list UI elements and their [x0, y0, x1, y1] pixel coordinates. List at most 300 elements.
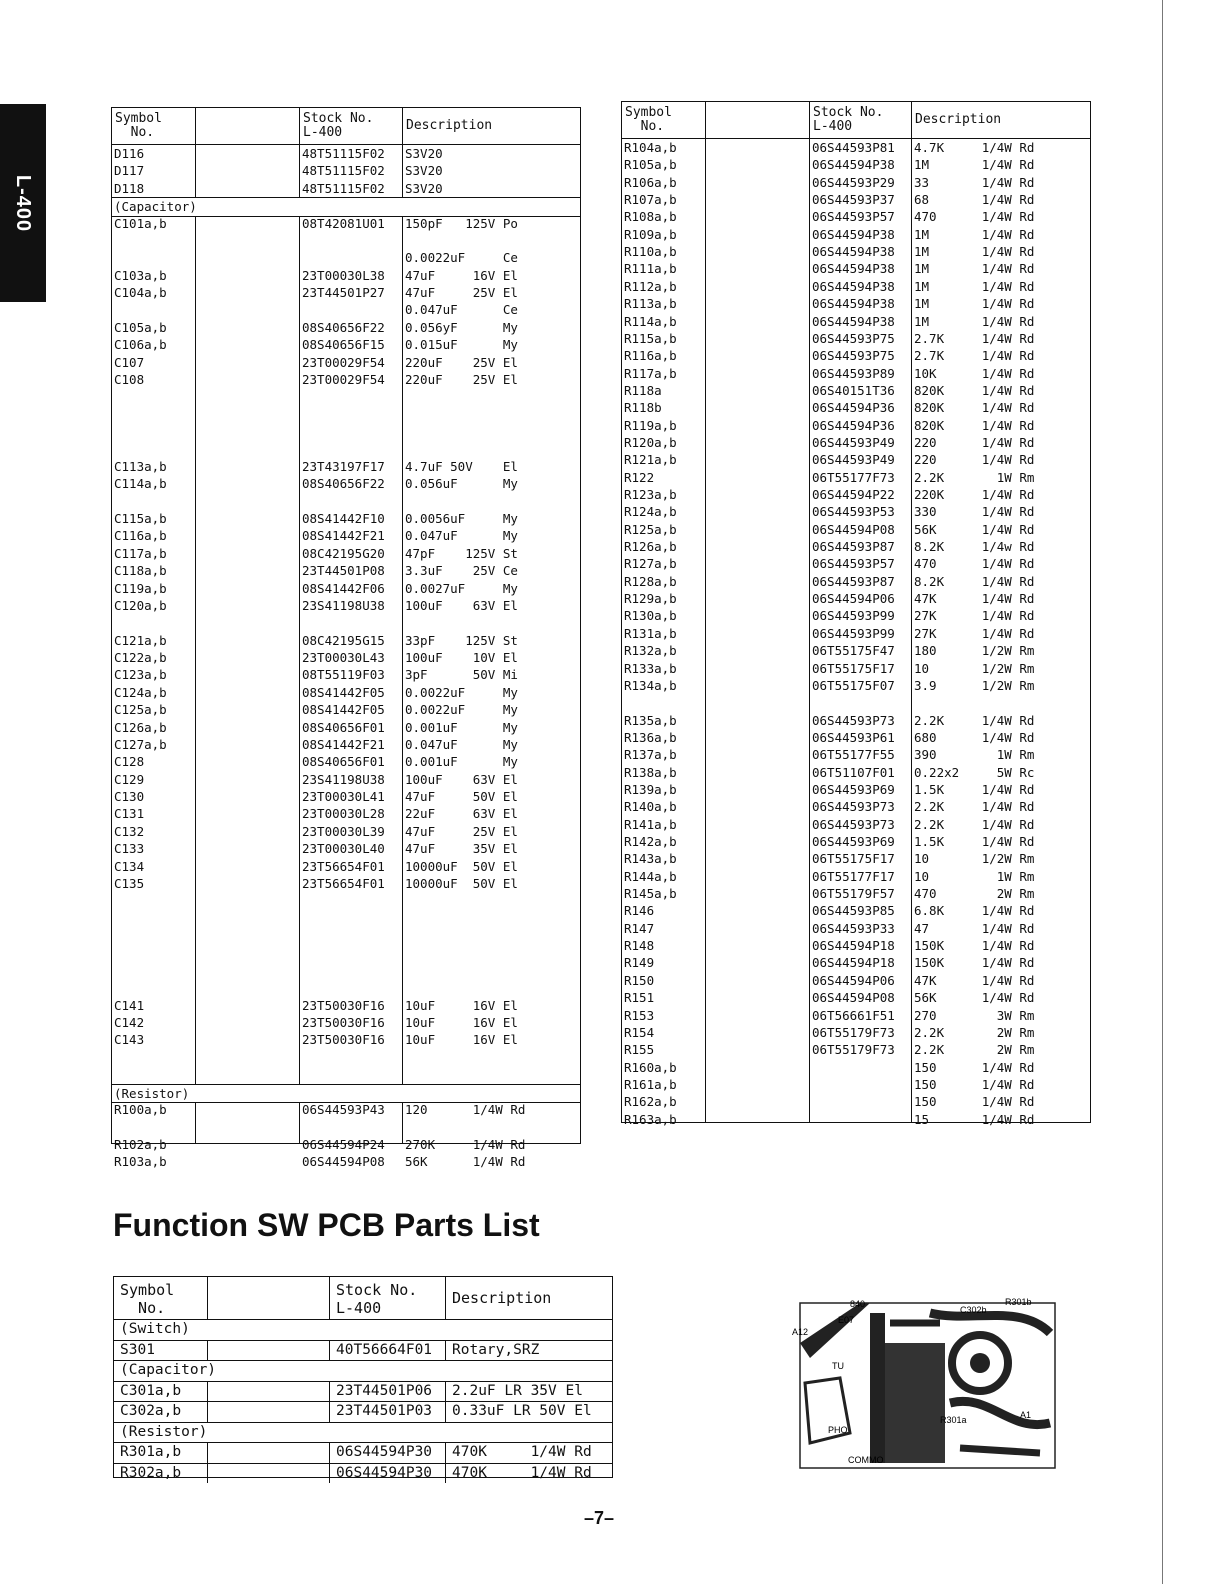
description-cell: S3V20 [405, 146, 443, 161]
description-cell: 47K 1/4W Rd [914, 972, 1035, 988]
stock-cell: 06S44594P30 [330, 1443, 446, 1463]
symbol-cell [114, 301, 194, 318]
stock-cell: 48T51115F02 [302, 163, 385, 179]
symbol-cell: C132 [114, 823, 145, 839]
description-cell: 2.2uF LR 35V El [452, 1382, 583, 1399]
stock-cell: 06S44594P08 [812, 990, 895, 1006]
description-cell: 150 1/4W Rd [914, 1059, 1035, 1075]
table-row [114, 1443, 612, 1464]
description-cell: 3.9 1/2W Rm [914, 677, 1035, 693]
description-cell: 56K 1/4W Rd [914, 521, 1035, 537]
symbol-cell: R121a,b [624, 452, 677, 468]
stock-cell [302, 892, 401, 909]
stock-cell: 08S40656F22 [302, 476, 385, 492]
section-label: (Resistor) [114, 1423, 612, 1444]
description-cell: 56K 1/4W Rd [914, 990, 1035, 1006]
symbol-cell: C104a,b [114, 285, 167, 301]
description-cell: 47uF 25V El [405, 823, 518, 839]
stock-cell: 06T55175F07 [812, 677, 895, 693]
symbol-cell: C105a,b [114, 319, 167, 335]
stock-cell: 08S40656F01 [302, 719, 385, 735]
description-cell: 1M 1/4W Rd [914, 261, 1035, 277]
symbol-cell [114, 910, 194, 927]
stock-cell [302, 944, 401, 961]
symbol-cell: R119a,b [624, 417, 677, 433]
description-cell: 470 2W Rm [914, 886, 1035, 902]
symbol-cell: R147 [624, 920, 655, 936]
description-cell: 10uF 16V El [405, 1015, 518, 1030]
symbol-cell: R151 [624, 990, 655, 1006]
description-cell: 150pF 125V Po [405, 215, 518, 231]
description-cell: 47K 1/4W Rd [914, 591, 1035, 607]
description-cell: 8.2K 1/4w Rd [914, 539, 1035, 555]
stock-cell: 06S44593P33 [812, 920, 895, 936]
table-row [114, 1464, 612, 1484]
description-cell: 150K 1/4W Rd [914, 938, 1035, 954]
symbol-cell: R118b [624, 400, 662, 416]
table-body [622, 139, 1090, 1127]
symbol-cell: R135a,b [624, 712, 677, 728]
symbol-cell: C129 [114, 771, 145, 787]
symbol-cell: R146 [624, 903, 655, 919]
symbol-cell: R109a,b [624, 226, 677, 242]
symbol-cell: C125a,b [114, 702, 167, 718]
description-cell: 47pF 125V St [405, 545, 518, 561]
stock-cell: 23T00030L28 [302, 806, 385, 822]
symbol-cell: D117 [114, 163, 145, 179]
stock-cell: 06S44594P38 [812, 313, 895, 329]
stock-cell: 08S40656F15 [302, 337, 385, 353]
stock-cell: 06S44593P85 [812, 903, 895, 919]
section-label: (Capacitor) [112, 197, 580, 216]
stock-cell: 06S44593P89 [812, 365, 895, 381]
symbol-cell [114, 423, 194, 440]
stock-cell: 06T55177F55 [812, 747, 895, 763]
description-cell: 0.047uF My [405, 736, 518, 752]
description-cell: 47uF 35V El [405, 841, 518, 857]
stock-cell: 23T44501P27 [302, 285, 385, 301]
description-cell: 0.047uF My [405, 528, 518, 544]
symbol-cell: R141a,b [624, 816, 677, 832]
symbol-cell: R129a,b [624, 591, 677, 607]
symbol-cell: C127a,b [114, 736, 167, 752]
stock-cell: 23T50030F16 [302, 1015, 385, 1030]
stock-cell: 06T56661F51 [812, 1007, 895, 1023]
symbol-cell: C103a,b [114, 267, 167, 283]
page-number: –7– [584, 1508, 615, 1528]
column-divider [705, 139, 706, 1122]
description-cell: S3V20 [405, 180, 443, 196]
symbol-cell: R149 [624, 955, 655, 971]
stock-cell: 08S41442F05 [302, 684, 385, 700]
description-cell: 47uF 50V El [405, 789, 518, 805]
header-description: Description [406, 117, 493, 133]
symbol-cell: R133a,b [624, 660, 677, 676]
table-row [114, 1382, 612, 1403]
stock-cell: 06T55175F47 [812, 643, 895, 659]
symbol-cell: C133 [114, 841, 145, 857]
description-cell: S3V20 [405, 163, 443, 179]
description-cell: 0.0022uF My [405, 684, 518, 700]
description-cell [405, 423, 578, 440]
symbol-cell [114, 388, 194, 405]
description-cell: 0.047uF Ce [405, 302, 518, 318]
symbol-cell: R106a,b [624, 174, 677, 190]
stock-cell: 23T00029F54 [302, 371, 385, 387]
description-cell: Rotary,SRZ [452, 1341, 540, 1358]
stock-cell [302, 614, 401, 631]
symbol-cell: R143a,b [624, 851, 677, 867]
description-cell: 180 1/2W Rm [914, 643, 1035, 659]
description-cell: 150 1/4W Rd [914, 1094, 1035, 1110]
description-cell: 100uF 63V El [405, 771, 518, 787]
symbol-cell: C141 [114, 997, 145, 1013]
stock-cell: 06S44593P57 [812, 209, 895, 225]
symbol-cell: R116a,b [624, 348, 677, 364]
description-cell: 3.3uF 25V Ce [405, 563, 518, 579]
header-description: Description [452, 1289, 552, 1307]
description-cell: 10000uF 50V El [405, 858, 518, 874]
stock-cell [302, 406, 401, 423]
stock-cell: 06T55179F73 [812, 1024, 895, 1040]
symbol-cell: R105a,b [624, 157, 677, 173]
function-sw-header [114, 1277, 612, 1320]
stock-cell: 06S44593P99 [812, 608, 895, 624]
description-cell: 47uF 16V El [405, 267, 518, 283]
symbol-cell [114, 232, 194, 249]
symbol-cell: D116 [114, 146, 145, 161]
symbol-cell: C107 [114, 354, 145, 370]
description-cell: 0.33uF LR 50V El [452, 1403, 592, 1419]
pcb-label-10: A1 [1020, 1410, 1032, 1420]
stock-cell [812, 694, 910, 711]
stock-cell: 06T55175F17 [812, 851, 895, 867]
stock-cell [302, 1049, 401, 1066]
symbol-cell: R160a,b [624, 1059, 677, 1075]
symbol-cell: R301a,b [114, 1443, 208, 1463]
stock-cell: 06S44594P08 [302, 1154, 385, 1170]
symbol-cell: R126a,b [624, 539, 677, 555]
description-cell: 1M 1/4W Rd [914, 313, 1035, 329]
stock-cell: 06S44594P06 [812, 591, 895, 607]
description-cell: 0.22x2 5W Rc [914, 764, 1035, 780]
symbol-cell: R107a,b [624, 192, 677, 208]
stock-cell [302, 1066, 401, 1083]
description-cell: 0.0027uF My [405, 580, 518, 596]
description-cell: 0.056uF My [405, 476, 518, 492]
stock-cell: 06T55175F17 [812, 660, 895, 676]
description-cell: 0.001uF My [405, 754, 518, 770]
description-cell: 820K 1/4W Rd [914, 417, 1035, 433]
description-cell: 470 1/4W Rd [914, 209, 1035, 225]
pcb-label-8: R301a [940, 1415, 967, 1425]
stock-cell: 06S44593P53 [812, 504, 895, 520]
symbol-cell [624, 694, 704, 711]
description-cell: 0.0056uF My [405, 510, 518, 526]
symbol-cell: C119a,b [114, 580, 167, 596]
symbol-cell: R302a,b [114, 1464, 208, 1484]
header-stock: Stock No. L-400 [300, 108, 403, 144]
stock-cell [302, 232, 401, 249]
description-cell: 33pF 125V St [405, 632, 518, 648]
description-cell: 10 1W Rm [914, 868, 1035, 884]
stock-cell: 06S44593P87 [812, 539, 895, 555]
stock-cell [302, 423, 401, 440]
description-cell: 10 1/2W Rm [914, 851, 1035, 867]
symbol-cell: C128 [114, 754, 145, 770]
stock-cell: 48T51115F02 [302, 146, 385, 161]
symbol-cell: R138a,b [624, 764, 677, 780]
description-cell: 47uF 25V El [405, 285, 518, 301]
symbol-cell: R124a,b [624, 504, 677, 520]
header-blank [196, 108, 300, 144]
stock-cell: 08S40656F01 [302, 754, 385, 770]
symbol-cell: R145a,b [624, 886, 677, 902]
column-divider [809, 139, 810, 1122]
stock-cell [302, 910, 401, 927]
pcb-label-2: E07 [838, 1315, 855, 1325]
description-cell: 1M 1/4W Rd [914, 244, 1035, 260]
description-cell: 68 1/4W Rd [914, 192, 1035, 208]
stock-cell: 23T00030L40 [302, 841, 385, 857]
symbol-cell: C130 [114, 789, 145, 805]
description-cell: 2.7K 1/4W Rd [914, 348, 1035, 364]
description-cell: 2.2K 1/4W Rd [914, 712, 1035, 728]
stock-cell: 06S44593P49 [812, 434, 895, 450]
symbol-cell [114, 249, 194, 266]
symbol-cell: R137a,b [624, 747, 677, 763]
stock-cell: 06S44593P87 [812, 573, 895, 589]
pcb-label-9: C302b [960, 1305, 987, 1315]
header-symbol: Symbol No. [114, 1277, 208, 1319]
symbol-cell [114, 614, 194, 631]
symbol-cell: R150 [624, 972, 655, 988]
description-cell: 2.2K 1/4W Rd [914, 816, 1035, 832]
description-cell [405, 388, 578, 405]
stock-cell [812, 1059, 910, 1076]
symbol-cell: R161a,b [624, 1076, 677, 1092]
page-edge-line [1162, 0, 1163, 1584]
stock-cell [302, 440, 401, 457]
description-cell: 10uF 16V El [405, 997, 518, 1013]
stock-cell: 23T50030F16 [302, 997, 385, 1013]
stock-cell: 06S44594P18 [812, 938, 895, 954]
symbol-cell: R127a,b [624, 556, 677, 572]
symbol-cell: R154 [624, 1024, 655, 1040]
header-symbol: Symbol No. [112, 108, 196, 144]
stock-cell: 06S44594P38 [812, 244, 895, 260]
description-cell: 2.2K 2W Rm [914, 1042, 1035, 1058]
description-cell: 1.5K 1/4W Rd [914, 834, 1035, 849]
section-label: (Capacitor) [114, 1361, 612, 1382]
description-cell: 220 1/4W Rd [914, 452, 1035, 468]
stock-cell: 23S41198U38 [302, 771, 385, 787]
symbol-cell: R125a,b [624, 521, 677, 537]
symbol-cell [114, 979, 194, 996]
description-cell: 1M 1/4W Rd [914, 296, 1035, 312]
description-cell: 10uF 16V El [405, 1032, 518, 1048]
section-label: (Switch) [114, 1320, 612, 1341]
stock-cell: 06S44594P38 [812, 157, 895, 173]
description-cell [405, 1049, 578, 1066]
stock-cell [302, 301, 401, 318]
description-cell: 100uF 63V El [405, 597, 518, 613]
stock-cell [812, 1076, 910, 1093]
stock-cell: 06S44594P06 [812, 972, 895, 988]
description-cell: 1M 1/4W Rd [914, 157, 1035, 173]
stock-cell: 48T51115F02 [302, 180, 385, 196]
description-cell: 10K 1/4W Rd [914, 365, 1035, 381]
left-parts-table [111, 107, 581, 1170]
stock-cell: 23T00030L43 [302, 650, 385, 666]
stock-cell: 23S41198U38 [302, 597, 385, 613]
description-cell: 2.2K 2W Rm [914, 1024, 1035, 1040]
stock-cell: 06S40151T36 [812, 382, 895, 398]
stock-cell: 06S44593P37 [812, 192, 895, 208]
symbol-cell [114, 406, 194, 423]
symbol-cell: R102a,b [114, 1136, 167, 1152]
stock-cell: 08T42081U01 [302, 215, 385, 231]
symbol-cell: R144a,b [624, 868, 677, 884]
stock-cell: 06S44593P69 [812, 834, 895, 849]
symbol-cell: R155 [624, 1042, 655, 1058]
symbol-cell: C134 [114, 858, 145, 874]
stock-cell [302, 388, 401, 405]
stock-cell: 23T00030L39 [302, 823, 385, 839]
description-cell [405, 944, 578, 961]
stock-cell: 08C42195G15 [302, 632, 385, 648]
header-blank [706, 102, 810, 138]
pcb-label-5: PHO [828, 1425, 848, 1435]
symbol-cell: R163a,b [624, 1111, 677, 1127]
stock-cell: 06S44593P57 [812, 556, 895, 572]
stock-cell: 06S44594P38 [812, 226, 895, 242]
description-cell: 27K 1/4W Rd [914, 625, 1035, 641]
symbol-cell [114, 1066, 194, 1083]
stock-cell: 23T56654F01 [302, 858, 385, 874]
symbol-cell: C135 [114, 875, 145, 891]
stock-cell: 08S40656F22 [302, 319, 385, 335]
symbol-cell: R114a,b [624, 313, 677, 329]
column-divider [911, 139, 912, 1122]
stock-cell: 08C42195G20 [302, 545, 385, 561]
pcb-label-4: TU [832, 1361, 844, 1371]
description-cell: 47 1/4W Rd [914, 920, 1035, 936]
symbol-cell: R122 [624, 469, 655, 485]
description-cell: 0.0022uF My [405, 702, 518, 718]
stock-cell: 08T55119F03 [302, 667, 385, 683]
stock-cell: 08S41442F21 [302, 528, 385, 544]
stock-cell: 23T00030L38 [302, 267, 385, 283]
description-cell: 470K 1/4W Rd [452, 1444, 592, 1460]
stock-cell: 06S44593P69 [812, 781, 895, 797]
description-cell: 270K 1/4W Rd [405, 1136, 526, 1152]
symbol-cell: R153 [624, 1007, 655, 1023]
stock-cell [302, 1118, 401, 1135]
symbol-cell: C124a,b [114, 684, 167, 700]
symbol-cell: R112a,b [624, 278, 677, 294]
description-cell: 2.2K 1W Rm [914, 469, 1035, 485]
stock-cell [302, 979, 401, 996]
stock-cell: 06S44594P30 [330, 1464, 446, 1484]
description-cell: 6.8K 1/4W Rd [914, 903, 1035, 919]
description-cell [405, 614, 578, 631]
description-cell: 10000uF 50V El [405, 875, 518, 891]
symbol-cell: R140a,b [624, 799, 677, 815]
column-divider [402, 145, 403, 1143]
stock-cell: 06T51107F01 [812, 764, 895, 780]
description-cell: 56K 1/4W Rd [405, 1154, 526, 1170]
stock-cell [302, 493, 401, 510]
stock-cell: 23T44501P08 [302, 563, 385, 579]
stock-cell: 06T55177F17 [812, 868, 895, 884]
stock-cell: 06S44593P49 [812, 452, 895, 468]
function-sw-pcb-diagram [780, 1283, 1060, 1473]
symbol-cell: R118a [624, 382, 662, 398]
symbol-cell [114, 962, 194, 979]
header-stock: Stock No. L-400 [810, 102, 912, 138]
stock-cell: 23T00030L41 [302, 789, 385, 805]
description-cell: 15 1/4W Rd [914, 1111, 1035, 1127]
stock-cell: 06S44593P75 [812, 330, 895, 346]
symbol-cell: C120a,b [114, 597, 167, 613]
symbol-cell: R108a,b [624, 209, 677, 225]
header-stock: Stock No. L-400 [330, 1277, 446, 1319]
column-divider [195, 145, 196, 1143]
symbol-cell [114, 1049, 194, 1066]
description-cell: 2.7K 1/4W Rd [914, 330, 1035, 346]
description-cell: 820K 1/4W Rd [914, 400, 1035, 416]
description-cell: 390 1W Rm [914, 747, 1035, 763]
symbol-cell: C302a,b [114, 1402, 208, 1422]
stock-cell: 23T43197F17 [302, 458, 385, 474]
stock-cell: 23T50030F16 [302, 1032, 385, 1048]
symbol-cell: R100a,b [114, 1101, 167, 1117]
description-cell: 33 1/4W Rd [914, 174, 1035, 190]
stock-cell: 06S44593P29 [812, 174, 895, 190]
symbol-cell: R130a,b [624, 608, 677, 624]
description-cell: 2.2K 1/4W Rd [914, 799, 1035, 815]
symbol-cell [114, 944, 194, 961]
symbol-cell: R128a,b [624, 573, 677, 589]
symbol-cell: C131 [114, 806, 145, 822]
table-row [114, 1341, 612, 1362]
section-label: (Resistor) [112, 1084, 580, 1103]
symbol-cell: R104a,b [624, 140, 677, 155]
description-cell [405, 1066, 578, 1083]
symbol-cell: R115a,b [624, 330, 677, 346]
description-cell: 220uF 25V El [405, 354, 518, 370]
description-cell [405, 892, 578, 909]
symbol-cell: R142a,b [624, 834, 677, 849]
description-cell: 820K 1/4W Rd [914, 382, 1035, 398]
stock-cell: 06S44594P24 [302, 1136, 385, 1152]
function-sw-table [113, 1276, 613, 1481]
description-cell: 3pF 50V Mi [405, 667, 518, 683]
symbol-cell: R117a,b [624, 365, 677, 381]
symbol-cell: R131a,b [624, 625, 677, 641]
symbol-cell: C142 [114, 1015, 145, 1030]
pcb-label-7: R301b [1005, 1297, 1032, 1307]
description-cell: 150K 1/4W Rd [914, 955, 1035, 971]
function-sw-title: Function SW PCB Parts List [113, 1207, 540, 1243]
header-symbol: Symbol No. [622, 102, 706, 138]
table-header [622, 102, 1090, 139]
symbol-cell: C114a,b [114, 476, 167, 492]
description-cell: 4.7uF 50V El [405, 458, 518, 474]
symbol-cell [114, 493, 194, 510]
description-cell: 150 1/4W Rd [914, 1076, 1035, 1092]
